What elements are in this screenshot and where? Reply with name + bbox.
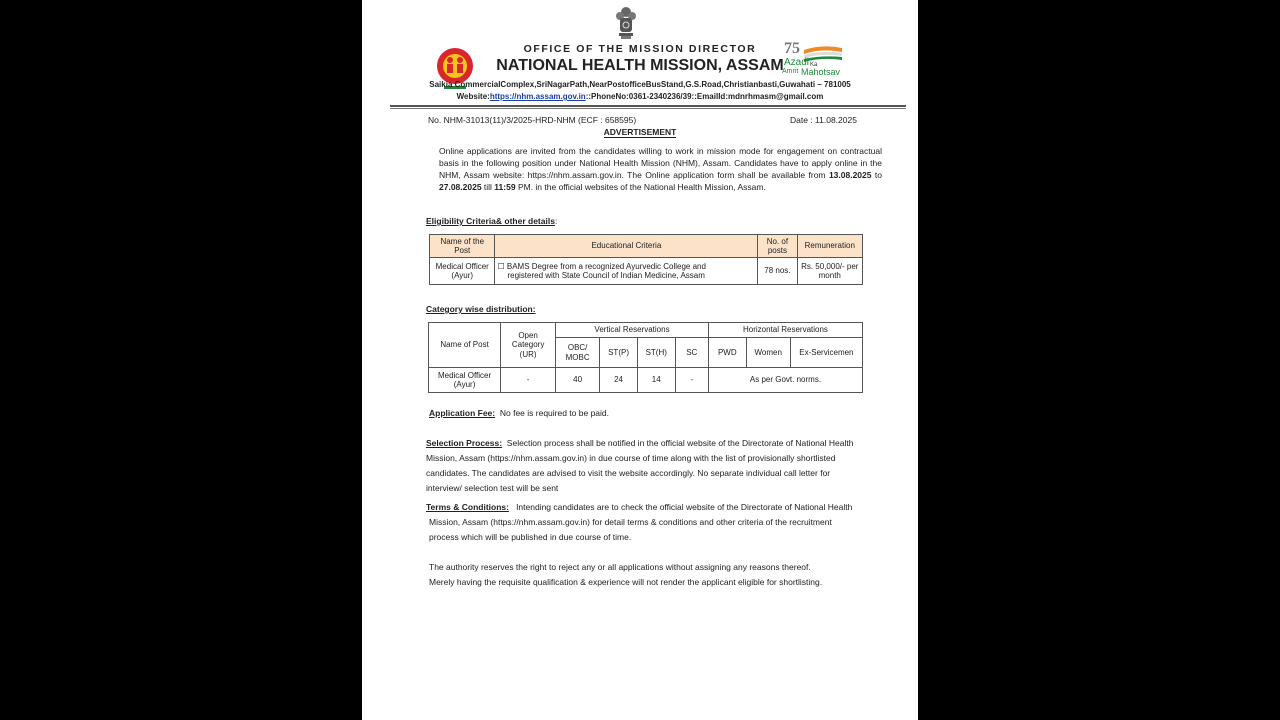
header-name-of-post: Name of Post	[429, 323, 501, 368]
selection-line-4: interview/ selection test will be sent	[426, 483, 559, 493]
intro-text-2: to	[871, 170, 882, 180]
header-vertical-reservations: Vertical Reservations	[556, 323, 709, 338]
terms-conditions-section	[426, 500, 902, 545]
table-row	[430, 258, 863, 285]
post-name: Medical Officer (Ayur)	[430, 258, 495, 285]
azadi-number: 75	[784, 40, 800, 57]
remuneration-value: Rs. 50,000/- per month	[797, 258, 862, 285]
header-posts: No. of posts	[758, 235, 797, 258]
header-sth: ST(H)	[637, 338, 675, 368]
sth-value: 14	[637, 368, 675, 393]
state-emblem-icon	[614, 3, 638, 41]
application-fee-section	[429, 406, 609, 421]
header-horizontal-reservations: Horizontal Reservations	[708, 323, 862, 338]
checkbox-bullet-icon: ☐	[497, 261, 505, 271]
application-fee-text: No fee is required to be paid.	[499, 408, 610, 418]
posts-count: 78 nos.	[758, 258, 797, 285]
sc-value: -	[675, 368, 708, 393]
advertisement-page	[362, 0, 918, 720]
terms-line-1: Intending candidates are to check the official website of the Directorate of National Health	[516, 502, 853, 512]
advertisement-heading-text: ADVERTISEMENT	[603, 127, 677, 137]
contact-line	[362, 92, 918, 101]
selection-line-3: candidates. The candidates are advised to visit the website accordingly. No separate individual call letter for	[426, 468, 831, 478]
header-divider	[390, 105, 906, 107]
website-label: Website:	[456, 92, 490, 101]
terms-label: Terms & Conditions:	[426, 502, 509, 512]
start-date: 13.08.2025	[828, 170, 872, 180]
application-fee-label: Application Fee:	[429, 408, 496, 418]
obc-value: 40	[556, 368, 600, 393]
selection-line-1: Selection process shall be notified in the official website of the Directorate of National Health	[506, 438, 854, 448]
intro-paragraph	[439, 145, 882, 193]
header-open-category: Open Category (UR)	[501, 323, 556, 368]
category-table	[428, 322, 863, 393]
selection-process-section	[426, 436, 902, 496]
category-header-row	[429, 323, 863, 338]
closing-line-2: Merely having the requisite qualification & experience will not render the applicant eligible for shortlisting.	[429, 577, 823, 587]
organization-title: NATIONAL HEALTH MISSION, ASSAM	[496, 57, 784, 74]
intro-text-4: PM. in the official websites of the National Health Mission, Assam.	[515, 182, 766, 192]
mahotsav-word: Mahotsav	[801, 67, 841, 77]
criteria-cell	[495, 258, 758, 285]
header-women: Women	[746, 338, 790, 368]
open-category-value: -	[501, 368, 556, 393]
office-address: Saikia CommercialComplex,SriNagarPath,NearPostofficeBusStand,G.S.Road,Christianbasti,Guwahati – 781005	[429, 80, 851, 89]
horizontal-reservation-note: As per Govt. norms.	[708, 368, 862, 393]
eligibility-table	[429, 234, 863, 285]
stp-value: 24	[600, 368, 638, 393]
header-obc: OBC/ MOBC	[556, 338, 600, 368]
end-date: 27.08.2025	[439, 182, 482, 192]
header-divider-thin	[390, 108, 906, 109]
header-pwd: PWD	[708, 338, 746, 368]
website-link[interactable]: https://nhm.assam.gov.in	[489, 92, 586, 101]
amrit-word: Amrit	[782, 68, 799, 75]
eligibility-heading	[426, 216, 557, 226]
intro-text-3: till	[481, 182, 495, 192]
table-row	[429, 368, 863, 393]
header-criteria: Educational Criteria	[495, 235, 758, 258]
selection-process-label: Selection Process:	[426, 438, 503, 448]
eligibility-header-row	[430, 235, 863, 258]
intro-text-1: Online applications are invited from the candidates willing to work in mission mode for engagement on contractual basis in the following position under National Health Mission (NHM), Assam. Candidates have to apply online in the NHM, Assam website: https://nhm.assam.gov.in. The Online application form shall be available from	[439, 146, 882, 180]
terms-line-2: Mission, Assam (https://nhm.assam.gov.in) for detail terms & conditions and other criteria of the recruitment	[429, 517, 832, 527]
eligibility-heading-text: Eligibility Criteria& other details	[426, 216, 555, 226]
terms-line-3: process which will be published in due course of time.	[429, 532, 632, 542]
criteria-line-2: registered with State Council of Indian Medicine, Assam	[507, 271, 705, 280]
ka-word: Ka	[810, 62, 818, 68]
advertisement-heading	[362, 127, 918, 137]
criteria-line-1: BAMS Degree from a recognized Ayurvedic College and	[506, 261, 706, 271]
selection-line-2: Mission, Assam (https://nhm.assam.gov.in) in due course of time along with the list of provisionally shortlisted	[426, 453, 836, 463]
office-title: OFFICE OF THE MISSION DIRECTOR	[523, 43, 757, 55]
contact-info: ::PhoneNo:0361-2340236/39::EmailId:mdnrhmasm@gmail.com	[585, 92, 824, 101]
closing-notes	[429, 560, 905, 590]
eligibility-heading-suffix: :	[554, 216, 558, 226]
closing-line-1: The authority reserves the right to reject any or all applications without assigning any reasons thereof.	[429, 562, 811, 572]
category-heading-text: Category wise distribution:	[426, 304, 536, 314]
header-sc: SC	[675, 338, 708, 368]
deadline-time: 11:59	[494, 182, 516, 192]
category-post-name: Medical Officer (Ayur)	[429, 368, 501, 393]
azadi-word: Azadi	[784, 57, 810, 68]
header-ex-servicemen: Ex-Servicemen	[790, 338, 862, 368]
header-stp: ST(P)	[600, 338, 638, 368]
advertisement-date: Date : 11.08.2025	[790, 115, 857, 125]
header-remuneration: Remuneration	[797, 235, 862, 258]
header-post: Name of the Post	[430, 235, 495, 258]
reference-number: No. NHM-31013(11)/3/2025-HRD-NHM (ECF : 658595)	[428, 115, 637, 125]
category-heading	[426, 304, 536, 314]
